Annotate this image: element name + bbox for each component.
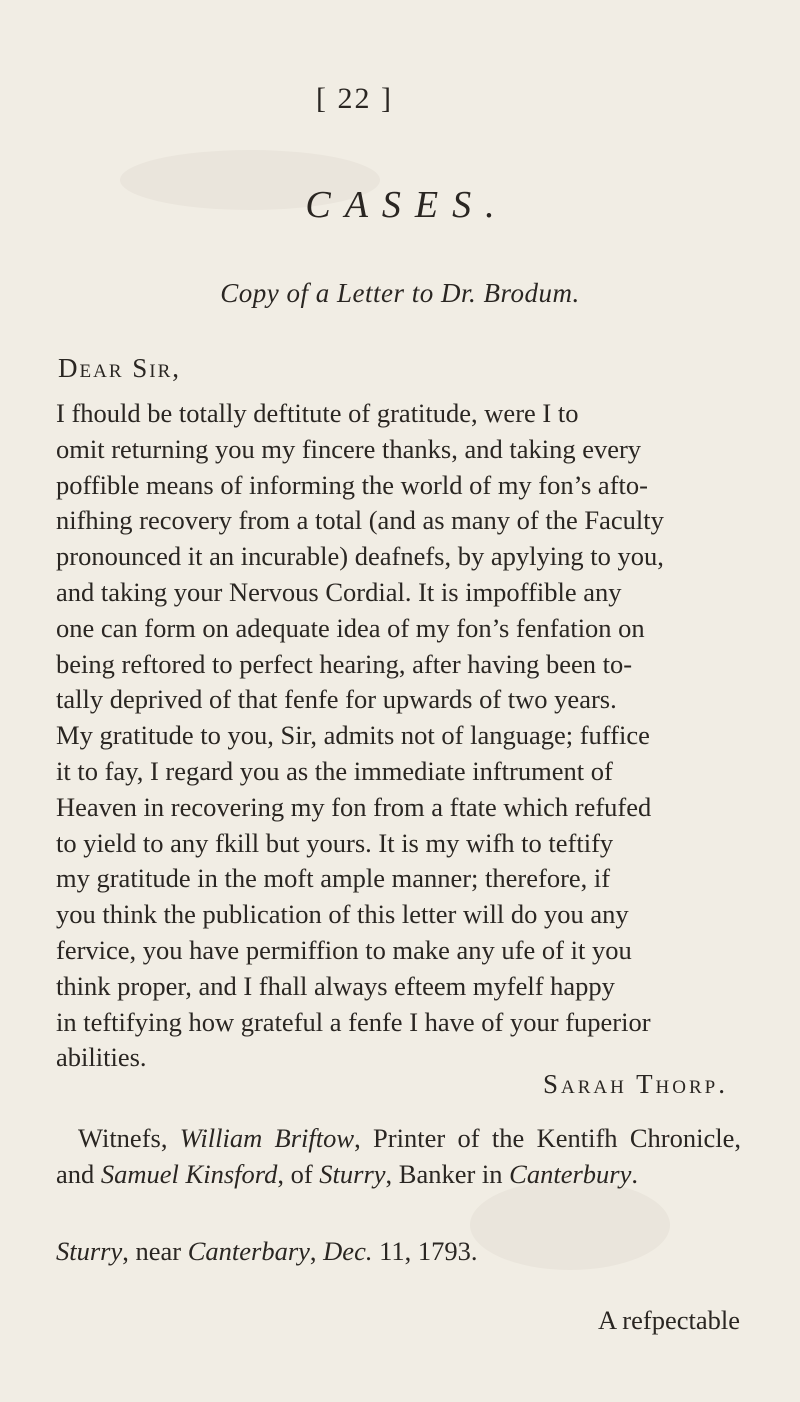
- letter-body: [56, 396, 741, 1076]
- body-line: My gratitude to you, Sir, admits not of language; fuffice: [56, 720, 650, 751]
- body-line: my gratitude in the moft ample manner; therefore, if: [56, 863, 611, 894]
- body-line: it to fay, I regard you as the immediate inftrument of: [56, 755, 613, 786]
- place-name: Canterbury: [509, 1159, 632, 1189]
- body-line: abilities.: [56, 1042, 147, 1073]
- catchword: A refpectable: [598, 1305, 740, 1335]
- dateline: Sturry, near Canterbary, Dec. 11, 1793.: [56, 1236, 478, 1266]
- body-line: I fhould be totally deftitute of gratitude, were I to: [56, 398, 579, 428]
- letter-title: Copy of a Letter to Dr. Brodum.: [220, 278, 580, 308]
- body-line: nifhing recovery from a total (and as many of the Faculty: [56, 505, 664, 536]
- body-line: think proper, and I fhall always efteem myfelf happy: [56, 970, 615, 1001]
- section-heading: CASES.: [305, 184, 509, 226]
- witness-name: William Briftow: [179, 1123, 355, 1153]
- paper-stain: [470, 1180, 670, 1270]
- body-line: in teftifying how grateful a fenfe I have of your fuperior: [56, 1006, 651, 1037]
- body-line: being reftored to perfect hearing, after having been to-: [56, 648, 633, 679]
- witness-name: Samuel Kinsford: [100, 1159, 278, 1189]
- signature: Sarah Thorp.: [542, 1069, 728, 1099]
- body-line: pronounced it an incurable) deafnefs, by apylying to you,: [56, 541, 664, 572]
- body-line: omit returning you my fincere thanks, and taking every: [56, 433, 642, 464]
- body-line: tally deprived of that fenfe for upwards of two years.: [56, 684, 617, 715]
- body-line: poffible means of informing the world of my fon’s afto-: [56, 469, 648, 500]
- witness-paragraph: Witnefs, William Briftow, Printer of the Kentifh Chronicle, and Samuel Kinsford, of Sturry, Banker in Canterbury.: [56, 1123, 741, 1189]
- body-line: to yield to any fkill but yours. It is my wifh to teftify: [56, 827, 614, 858]
- place-name: Sturry: [319, 1159, 386, 1189]
- salutation: Dear Sir,: [58, 353, 182, 383]
- body-line: and taking your Nervous Cordial. It is impoffible any: [56, 576, 622, 607]
- body-line: one can form on adequate idea of my fon’s fenfation on: [56, 612, 645, 643]
- body-line: you think the publication of this letter will do you any: [56, 899, 629, 930]
- page-number: [ 22 ]: [316, 82, 393, 115]
- body-line: Heaven in recovering my fon from a ftate which refufed: [56, 791, 652, 822]
- body-line: fervice, you have permiffion to make any ufe of it you: [56, 934, 632, 965]
